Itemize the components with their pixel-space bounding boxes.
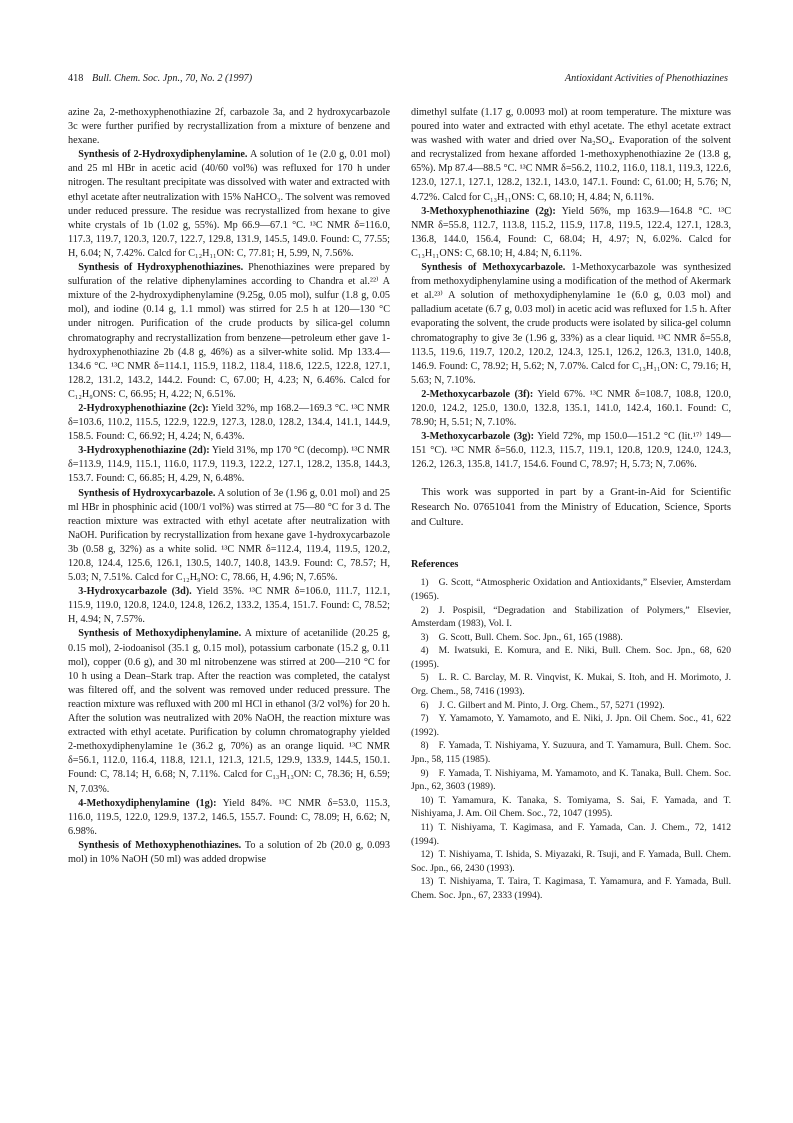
reference-number: 6)	[420, 699, 429, 711]
paragraph: dimethyl sulfate (1.17 g, 0.0093 mol) at room temperature. The mixture was poured into water and extracted with ethyl acetate. The ethyl acetate extract was washed with water and dried over Na₂SO₄. Evaporation of the solvent and recrystalized from hexane afforded 1-methoxyphenothiazine 2e (13.8 g, 65%). Mp 87.4—88.5 °C. ¹³C NMR δ=56.2, 110.2, 116.0, 118.1, 119.3, 122.6, 123.0, 127.1, 127.1, 128.2, 132.1, 143.0, 147.1. Found: C, 61.00; H, 5.76; N, 4.72%. Calcd for C₁₃H₁₁ONS: C, 68.10; H, 4.84; N, 6.11%.	[411, 107, 731, 203]
reference-number: 11)	[420, 822, 434, 833]
paragraph	[68, 585, 390, 627]
reference-item	[411, 821, 731, 848]
reference-item	[411, 875, 731, 902]
reference-number: 8)	[420, 740, 429, 752]
acknowledgment: This work was supported in part by a Grant-in-Aid for Scientific Research No. 07651041 from the Ministry of Education, Science, Sports and Culture.	[411, 487, 731, 528]
paragraph: azine 2a, 2-methoxyphenothiazine 2f, carbazole 3a, and 2 hydroxycarbazole 3c were further purified by recrystallization from a mixture of benzene and hexane.	[68, 107, 390, 147]
section-heading: 3-Hydroxyphenothiazine (2d):	[78, 445, 210, 457]
reference-number: 9)	[420, 767, 429, 779]
paragraph	[411, 261, 731, 388]
reference-item	[411, 699, 731, 713]
reference-item	[411, 576, 731, 603]
reference-text: F. Yamada, T. Nishiyama, M. Yamamoto, and K. Tanaka, Bull. Chem. Soc. Jpn., 62, 3603 (1989).	[411, 767, 731, 793]
journal-citation: Bull. Chem. Soc. Jpn., 70, No. 2 (1997)	[92, 73, 253, 84]
reference-number: 4)	[420, 645, 429, 657]
section-heading: Synthesis of Methoxycarbazole.	[421, 262, 566, 274]
paragraph-text: Yield 31%, mp 170 °C (decomp). ¹³C NMR δ=113.9, 114.9, 115.1, 116.0, 117.9, 119.3, 122.2, 127.1, 128.2, 135.8, 144.3, 153.7. Found: C, 66.85; H, 4.29, N, 6.48%.	[68, 445, 390, 485]
paragraph	[68, 627, 390, 796]
reference-item	[411, 794, 731, 821]
reference-item	[411, 848, 731, 875]
section-heading: 3-Methoxyphenothiazine (2g):	[421, 205, 556, 217]
paragraph-text: Yield 56%, mp 163.9—164.8 °C. ¹³C NMR δ=55.8, 112.7, 113.8, 115.2, 115.9, 117.8, 119.5, 122.4, 127.1, 128.3, 136.8, 144.0, 156.4, Found: C, 68.04; H, 4.97; N, 6.02%. Calcd for C₁₃H₁₁ONS: C, 68.10; H, 4.84; N, 6.11%.	[411, 205, 732, 259]
paragraph-text: A solution of 3e (1.96 g, 0.01 mol) and 25 ml HBr in phosphinic acid (100/1 vol%) was stirred at 75—80 °C for 3 d. The reaction mixture was extracted with ethyl acetate after neutralization with NaOH. Purification by recrystallization from hexane gave 1-hydroxycarbazole 3b (0.58 g, 32%) as a white solid. ¹³C NMR δ=112.4, 119.4, 119.5, 120.2, 120.8, 124.4, 125.6, 126.1, 130.5, 140.7, 140.8, 143.9. Found: C, 78.57; H, 5.03; N, 7.51%. Calcd for C₁₂H₉NO: C, 78.66, H, 4.96; N, 7.65%.	[68, 487, 390, 584]
reference-text: J. C. Gilbert and M. Pinto, J. Org. Chem., 57, 5271 (1992).	[438, 699, 665, 711]
reference-item	[411, 671, 731, 698]
reference-item	[411, 644, 731, 671]
paragraph	[68, 797, 390, 839]
section-heading: 2-Hydroxyphenothiazine (2c):	[78, 402, 209, 414]
reference-item	[411, 631, 731, 645]
reference-number: 3)	[420, 631, 429, 643]
paragraph	[68, 487, 390, 586]
left-column	[68, 106, 390, 867]
reference-number: 13)	[420, 876, 434, 888]
paragraph	[68, 148, 390, 261]
running-header	[68, 71, 728, 87]
page-number: 418	[68, 73, 84, 84]
paragraph	[411, 430, 731, 472]
reference-number: 1)	[420, 577, 429, 589]
paragraph-text: To a solution of 2b (20.0 g, 0.093 mol) in 10% NaOH (50 ml) was added dropwise	[68, 839, 390, 865]
section-heading: Synthesis of 2-Hydroxydiphenylamine.	[78, 149, 248, 161]
reference-text: M. Iwatsuki, E. Komura, and E. Niki, Bull. Chem. Soc. Jpn., 68, 620 (1995).	[411, 645, 731, 670]
section-heading: Synthesis of Methoxyphenothiazines.	[78, 839, 242, 851]
reference-list	[411, 576, 731, 902]
section-heading: 3-Methoxycarbazole (3g):	[421, 431, 534, 443]
reference-text: T. Yamamura, K. Tanaka, S. Tomiyama, S. Sai, F. Yamada, and T. Nishiyama, J. Am. Oil Chem. Soc., 72, 1047 (1995).	[411, 794, 731, 820]
paragraph-text: 1-Methoxycarbazole was synthesized from methoxydiphenylamine using a modification of the method of Akermark et al.²³⁾ A solution of methoxydiphenylamine 1e (6.0 g, 0.03 mol) and palladium acetate (6.7 g, 0.03 mol) in acetic acid was refluxed for 1.5 h. After evaporating the solvent, the crude products were isolated by silica-gel column chromatography to give 3e (1.96 g, 33%) as a clear liquid. ¹³C NMR δ=55.8, 113.5, 119.6, 119.7, 120.2, 120.2, 124.3, 125.1, 126.2, 126.3, 131.0, 140.8, 146.9. Found: C, 78.92; H, 5.62; N, 7.07%. Calcd for C₁₃H₁₁ON: C, 79.16; H, 5.63; N, 7.10%.	[411, 262, 731, 386]
references-heading: References	[411, 559, 459, 571]
reference-number: 7)	[420, 713, 429, 725]
paragraph-text: Yield 84%. ¹³C NMR δ=53.0, 115.3, 116.0, 119.5, 122.0, 129.9, 137.2, 146.5, 155.7. Found: C, 78.09; H, 6.62; N, 6.98%.	[68, 797, 390, 837]
running-title: Antioxidant Activities of Phenothiazines	[564, 73, 728, 84]
section-heading: Synthesis of Hydroxycarbazole.	[78, 487, 216, 499]
section-heading: 2-Methoxycarbazole (3f):	[421, 388, 534, 400]
section-heading: 3-Hydroxycarbazole (3d).	[78, 586, 192, 598]
reference-item	[411, 767, 731, 794]
paragraph	[411, 205, 731, 261]
reference-number: 5)	[420, 672, 429, 684]
paragraph-text: Yield 32%, mp 168.2—169.3 °C. ¹³C NMR δ=103.6, 110.2, 115.5, 122.9, 122.9, 127.3, 128.0, 128.2, 134.4, 141.1, 144.9, 158.5. Found: C, 66.92; H, 4.24; N, 6.43%.	[68, 402, 391, 443]
reference-text: J. Pospisil, “Degradation and Stabilization of Polymers,” Elsevier, Amsterdam (1983), Vol. I.	[411, 604, 731, 630]
paragraph	[68, 261, 390, 402]
reference-text: G. Scott, “Atmospheric Oxidation and Antioxidants,” Elsevier, Amsterdam (1965).	[411, 577, 731, 602]
reference-text: T. Nishiyama, T. Taira, T. Kagimasa, T. Yamamura, and F. Yamada, Bull. Chem. Soc. Jpn., 67, 2333 (1994).	[411, 876, 731, 901]
paragraph-text: A solution of 1e (2.0 g, 0.01 mol) and 25 ml HBr in acetic acid (40/60 vol%) was refluxed for 170 h under nitrogen. The resultant precipitate was dissolved with water and extracted with ethyl acetate after neutralization with 15% NaHCO₃. The solvent was removed under reduced pressure. The residue was recrystallized from hexane to give white crystals of 1b (1.02 g, 55%). Mp 66.9—67.1 °C. ¹³C NMR δ=116.0, 117.3, 119.7, 120.3, 120.7, 122.7, 129.8, 131.9, 145.5, 149.0. Found: C, 77.55; H, 6.04; N, 7.42%. Calcd for C₁₂H₁₁ON: C, 77.81; H, 5.99, N, 7.56%.	[68, 149, 391, 259]
right-column	[411, 106, 731, 903]
paragraph	[68, 839, 390, 867]
paragraph	[411, 388, 731, 430]
paragraph	[68, 444, 390, 486]
paragraph-text: Yield 67%. ¹³C NMR δ=108.7, 108.8, 120.0, 120.0, 124.2, 125.0, 130.0, 132.8, 135.1, 141.0, 142.4, 160.1. Found: C, 78.90; H, 5.51; N, 7.10%.	[411, 388, 732, 429]
paragraph	[68, 402, 390, 444]
reference-text: L. R. C. Barclay, M. R. Vinqvist, K. Mukai, S. Itoh, and H. Morimoto, J. Org. Chem., 58, 7416 (1993).	[411, 672, 731, 698]
section-heading: Synthesis of Hydroxyphenothiazines.	[78, 262, 244, 274]
reference-item	[411, 739, 731, 766]
reference-item	[411, 604, 731, 631]
reference-text: G. Scott, Bull. Chem. Soc. Jpn., 61, 165 (1988).	[438, 631, 623, 643]
reference-number: 12)	[420, 849, 434, 861]
paragraph-text: Yield 72%, mp 150.0—151.2 °C (lit.¹⁷⁾ 149—151 °C). ¹³C NMR δ=56.0, 112.3, 115.7, 119.1, 120.8, 120.9, 124.0, 124.3, 126.2, 126.3, 135.8, 141.7, 154.6. Found C, 78.97; H, 5.73; N, 7.06%.	[411, 431, 731, 471]
section-heading: 4-Methoxydiphenylamine (1g):	[78, 797, 217, 809]
reference-text: T. Nishiyama, T. Kagimasa, and F. Yamada, Can. J. Chem., 72, 1412 (1994).	[411, 822, 731, 847]
reference-number: 10)	[420, 794, 434, 806]
paragraph-text: Yield 35%. ¹³C NMR δ=106.0, 111.7, 112.1, 115.9, 119.0, 120.8, 124.0, 124.8, 126.2, 133.2, 135.4, 151.7. Found: C, 78.52; H, 4.94; N, 7.57%.	[68, 586, 390, 626]
reference-text: T. Nishiyama, T. Ishida, S. Miyazaki, R. Tsuji, and F. Yamada, Bull. Chem. Soc. Jpn., 66, 2430 (1993).	[411, 849, 731, 874]
paragraph-text: Phenothiazines were prepared by sulfuration of the relative diphenylamines according to Chandra et al.²²⁾ A mixture of the 2-hydroxydiphenylamine (9.25g, 0.05 mol), sulfur (1.8 g, 0.05 mol), and iodine (0.14 g, 1.1 mmol) was stirred for 2.5 h at 120—130 °C under nitrogen. Purification of the crude products by silica-gel column chromatography and recrystallization from benzene—petroleum ether gave 1-hydroxyphenothiazine 2b (4.8 g, 46%) as a silver-white solid. Mp 133.4—134.6 °C. ¹³C NMR δ=114.1, 115.9, 118.2, 118.4, 118.6, 122.5, 122.8, 127.1, 128.2, 131.2, 143.2, 144.2. Found: C, 67.00; H, 4.23; N, 6.46%. Calcd for C₁₂H₉ONS: C, 66.95; H, 4.22; N, 6.51%.	[68, 262, 391, 400]
section-heading: Synthesis of Methoxydiphenylamine.	[78, 628, 242, 640]
reference-item	[411, 712, 731, 739]
reference-number: 2)	[420, 604, 429, 616]
reference-text: F. Yamada, T. Nishiyama, Y. Suzuura, and T. Yamamura, Bull. Chem. Soc. Jpn., 58, 115 (1985).	[411, 740, 731, 766]
reference-text: Y. Yamamoto, Y. Yamamoto, and E. Niki, J. Jpn. Oil Chem. Soc., 41, 622 (1992).	[411, 713, 731, 738]
paragraph-text: A mixture of acetanilide (20.25 g, 0.15 mol), 2-iodoanisol (35.1 g, 0.15 mol), potassium carbonate (15.2 g, 0.11 mol), copper (0.6 g), and 30 ml nitrobenzene was stirred at 200—210 °C for 10 h using a Dean–Stark trap. After the reaction was completed, the catalyst was filtered off, and the solvent was removed under reduced pressure. The reaction mixture was refluxed with 200 ml HCl in ethanol (3/2 vol%) for 20 h. After the solution was neutralized with 20% NaOH, the reaction mixture was extracted with ethyl acetate. Purification by column chromatography yielded 2-methoxydiphenylamine 1e (36.2 g, 70%) as an orange liquid. ¹³C NMR δ=56.1, 112.0, 116.4, 118.8, 121.1, 121.3, 121.5, 129.9, 133.9, 144.5, 150.1. Found: C, 78.14; H, 6.68; N, 7.11%. Calcd for C₁₃H₁₃ON: C, 78.36; H, 6.59; N, 7.03%.	[68, 628, 391, 795]
